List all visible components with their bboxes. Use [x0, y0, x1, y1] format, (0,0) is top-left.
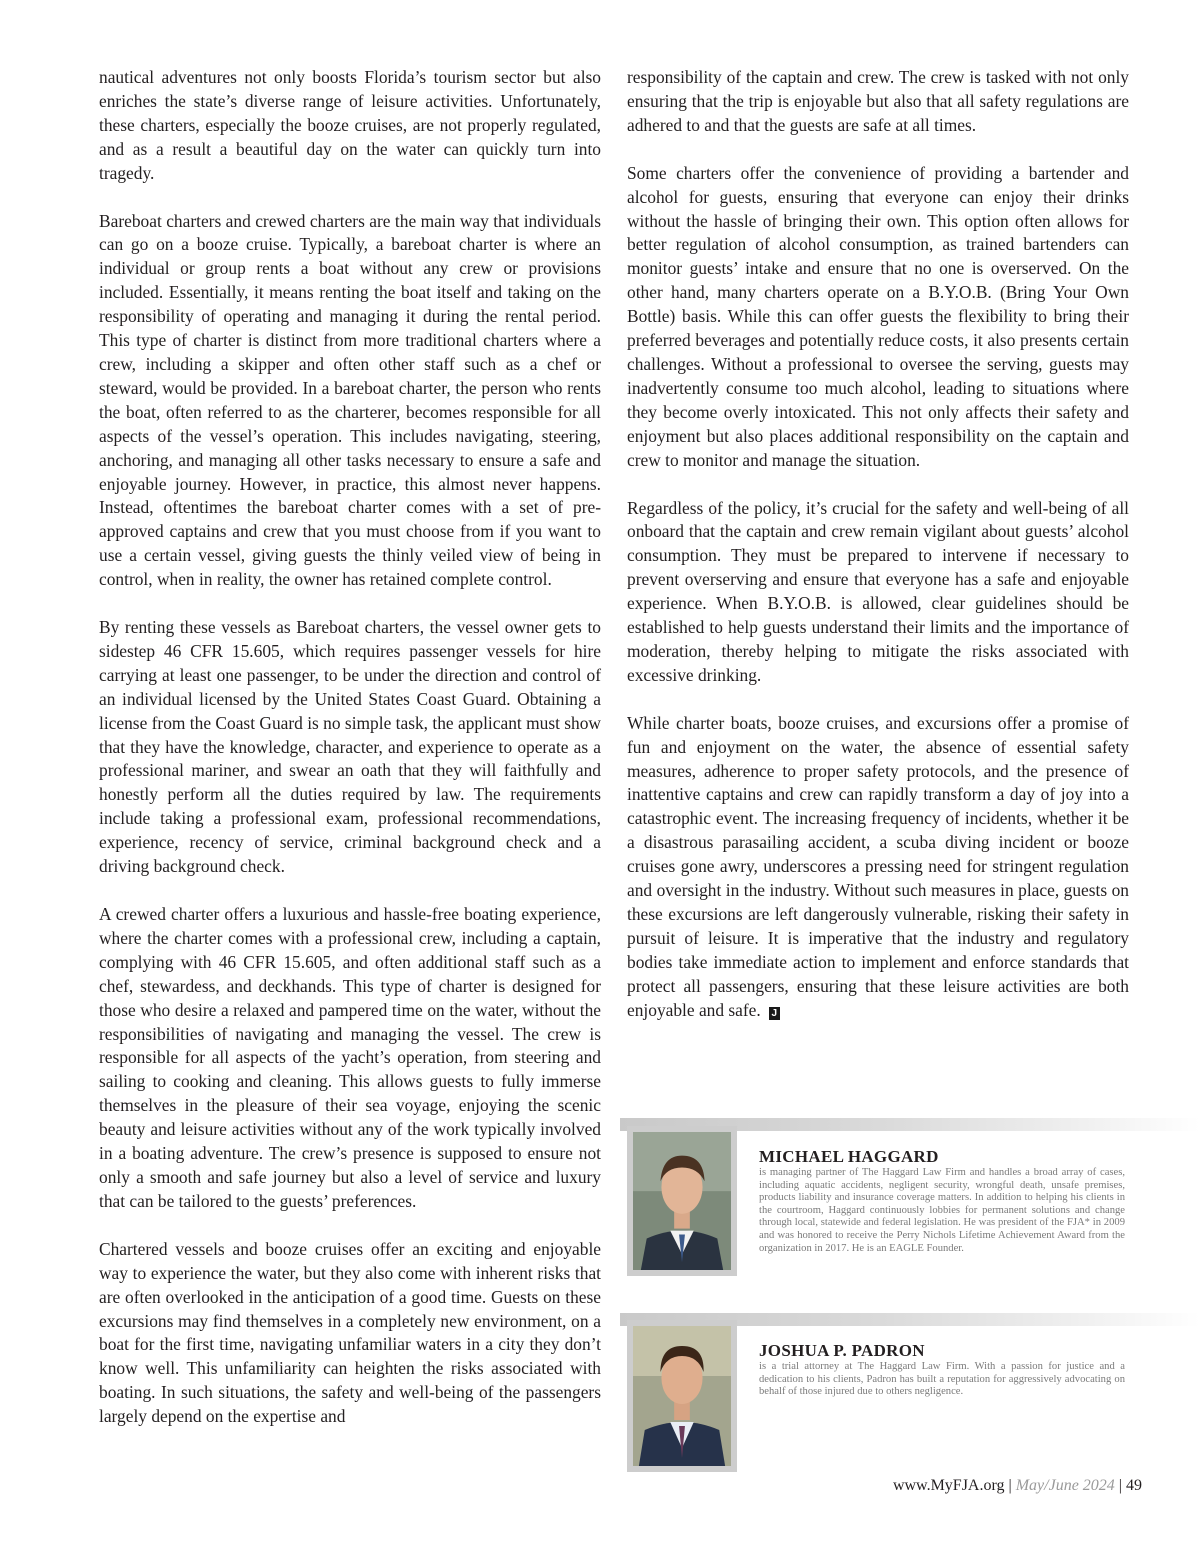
- author-bio-haggard: [759, 1147, 1125, 1255]
- footer-separator: |: [1008, 1477, 1012, 1494]
- portrait-icon: [633, 1132, 731, 1270]
- author-photo-padron: [627, 1320, 737, 1472]
- body-paragraph: Some charters offer the convenience of providing a bartender and alcohol for guests, ensuring that everyone can enjoy their drinks without the hassle of bringing their own. This option often allows for better regulation of alcohol consumption, as trained bartenders can monitor guests’ intake and ensure that no one is overserved. On the other hand, many charters operate on a B.Y.O.B. (Bring Your Own Bottle) basis. While this can offer guests the flexibility to bring their preferred beverages and potentially reduce costs, it also presents certain challenges. Without a professional to oversee the serving, guests may inadvertently consume too much alcohol, leading to situations where they become overly intoxicated. This not only affects their safety and enjoyment but also places additional responsibility on the captain and crew to monitor and manage the situation.: [627, 162, 1129, 470]
- body-paragraph: Regardless of the policy, it’s crucial for the safety and well-being of all onboard that the captain and crew remain vigilant about guests’ alcohol consumption. They must be prepared to intervene if necessary to prevent overserving and ensure that everyone has a safe and enjoyable experience. When B.Y.O.B. is allowed, clear guidelines should be established to help guests understand their limits and the importance of moderation, thereby helping to mitigate the risks associated with excessive drinking.: [627, 497, 1129, 685]
- page-number: 49: [1126, 1477, 1142, 1494]
- closing-paragraph: [627, 712, 1129, 1023]
- author-description: is managing partner of The Haggard Law Firm and handles a broad array of cases, including aquatic accidents, negligent security, wrongful death, unsafe premises, products liability and insurance coverage matters. In addition to helping his clients in the courtroom, Haggard continuously lobbies for permanent solutions and change through local, statewide and federal legislation. He was president of the FJA* in 2009 and was honored to receive the Perry Nichols Lifetime Achievement Award from the organization in 2017. He is an EAGLE Founder.: [759, 1167, 1125, 1254]
- author-bio-padron: [759, 1341, 1125, 1399]
- author-description: is a trial attorney at The Haggard Law Firm. With a passion for justice and a dedication to his clients, Padron has built a reputation for aggressively advocating on behalf of those injured due to others negligence.: [759, 1361, 1125, 1398]
- left-column: [99, 66, 601, 1453]
- right-column: [627, 66, 1129, 1047]
- end-of-article-icon: J: [769, 1007, 780, 1020]
- body-paragraph: responsibility of the captain and crew. The crew is tasked with not only ensuring that the trip is enjoyable but also that all safety regulations are adhered to and that the guests are safe at all times.: [627, 67, 1129, 135]
- body-paragraph: nautical adventures not only boosts Florida’s tourism sector but also enriches the state’s diverse range of leisure activities. Unfortunately, these charters, especially the booze cruises, are not properly regulated, and as a result a beautiful day on the water can quickly turn into tragedy.: [99, 67, 601, 183]
- author-name: MICHAEL HAGGARD: [759, 1147, 939, 1166]
- website-link[interactable]: www.MyFJA.org: [892, 1477, 1005, 1494]
- issue-date: May/June 2024: [1015, 1477, 1115, 1494]
- author-photo-haggard: [627, 1126, 737, 1276]
- page-footer: [893, 1477, 1142, 1495]
- body-paragraph: A crewed charter offers a luxurious and hassle-free boating experience, where the charter comes with a professional crew, including a captain, complying with 46 CFR 15.605, and often additional staff such as a chef, stewardess, and deckhands. This type of charter is designed for those who desire a relaxed and pampered time on the water, without the responsibilities of navigating and managing the vessel. The crew is responsible for all aspects of the yacht’s operation, from steering and sailing to cooking and cleaning. This allows guests to fully immerse themselves in the pleasure of their sea voyage, enjoying the scenic beauty and leisure activities without any of the work typically involved in a boating adventure. The crew’s presence is supposed to ensure not only a smooth and safe journey but also a level of service and luxury that can be tailored to the guests’ preferences.: [99, 904, 601, 1211]
- footer-separator: |: [1118, 1477, 1122, 1494]
- body-paragraph: By renting these vessels as Bareboat charters, the vessel owner gets to sidestep 46 CFR 15.605, which requires passenger vessels for hire carrying at least one passenger, to be under the direction and control of an individual licensed by the United States Coast Guard. Obtaining a license from the Coast Guard is no simple task, the applicant must show that they have the knowledge, character, and experience to operate as a professional mariner, and swear an oath that they will faithfully and honestly perform all the duties required by law. The requirements include taking a professional exam, professional recommendations, experience, recency of service, criminal background check and a driving background check.: [99, 617, 601, 877]
- closing-paragraph-text: While charter boats, booze cruises, and excursions offer a promise of fun and enjoyment on the water, the absence of essential safety measures, adherence to proper safety protocols, and the presence of inattentive captains and crew can rapidly transform a day of joy into a catastrophic event. The increasing frequency of incidents, whether it be a disastrous parasailing accident, a scuba diving incident or booze cruises gone awry, underscores a pressing need for stringent regulation and oversight in the industry. Without such measures in place, guests on these excursions are left dangerously vulnerable, risking their safety in pursuit of leisure. It is imperative that the industry and regulatory bodies take immediate action to implement and enforce standards that protect all passengers, ensuring that these leisure activities are both enjoyable and safe.: [627, 712, 1129, 1020]
- author-name: JOSHUA P. PADRON: [759, 1341, 925, 1360]
- portrait-icon: [633, 1326, 731, 1466]
- body-paragraph: Bareboat charters and crewed charters are the main way that individuals can go on a booze cruise. Typically, a bareboat charter is where an individual or group rents a boat without any crew or provisions included. Essentially, it means renting the boat itself and taking on the responsibility of operating and managing it during the rental period. This type of charter is distinct from more traditional charters where a crew, including a skipper and often other staff such as a chef or steward, would be provided. In a bareboat charter, the person who rents the boat, often referred to as the charterer, becomes responsible for all aspects of the vessel’s operation. This includes navigating, steering, anchoring, and managing all other tasks necessary to ensure a safe and enjoyable journey. However, in practice, this almost never happens. Instead, oftentimes the bareboat charter comes with a set of pre-approved captains and crew that you must choose from if you want to use a certain vessel, giving guests the thinly veiled view of being in control, when in reality, the owner has retained complete control.: [99, 210, 601, 590]
- body-paragraph: Chartered vessels and booze cruises offer an exciting and enjoyable way to experience the water, but they also come with inherent risks that are often overlooked in the anticipation of a good time. Guests on these excursions may find themselves in a completely new environment, on a boat for the first time, navigating unfamiliar waters in a city they don’t know well. This unfamiliarity can heighten the risks associated with boating. In such situations, the safety and well-being of the passengers largely depend on the expertise and: [99, 1238, 601, 1427]
